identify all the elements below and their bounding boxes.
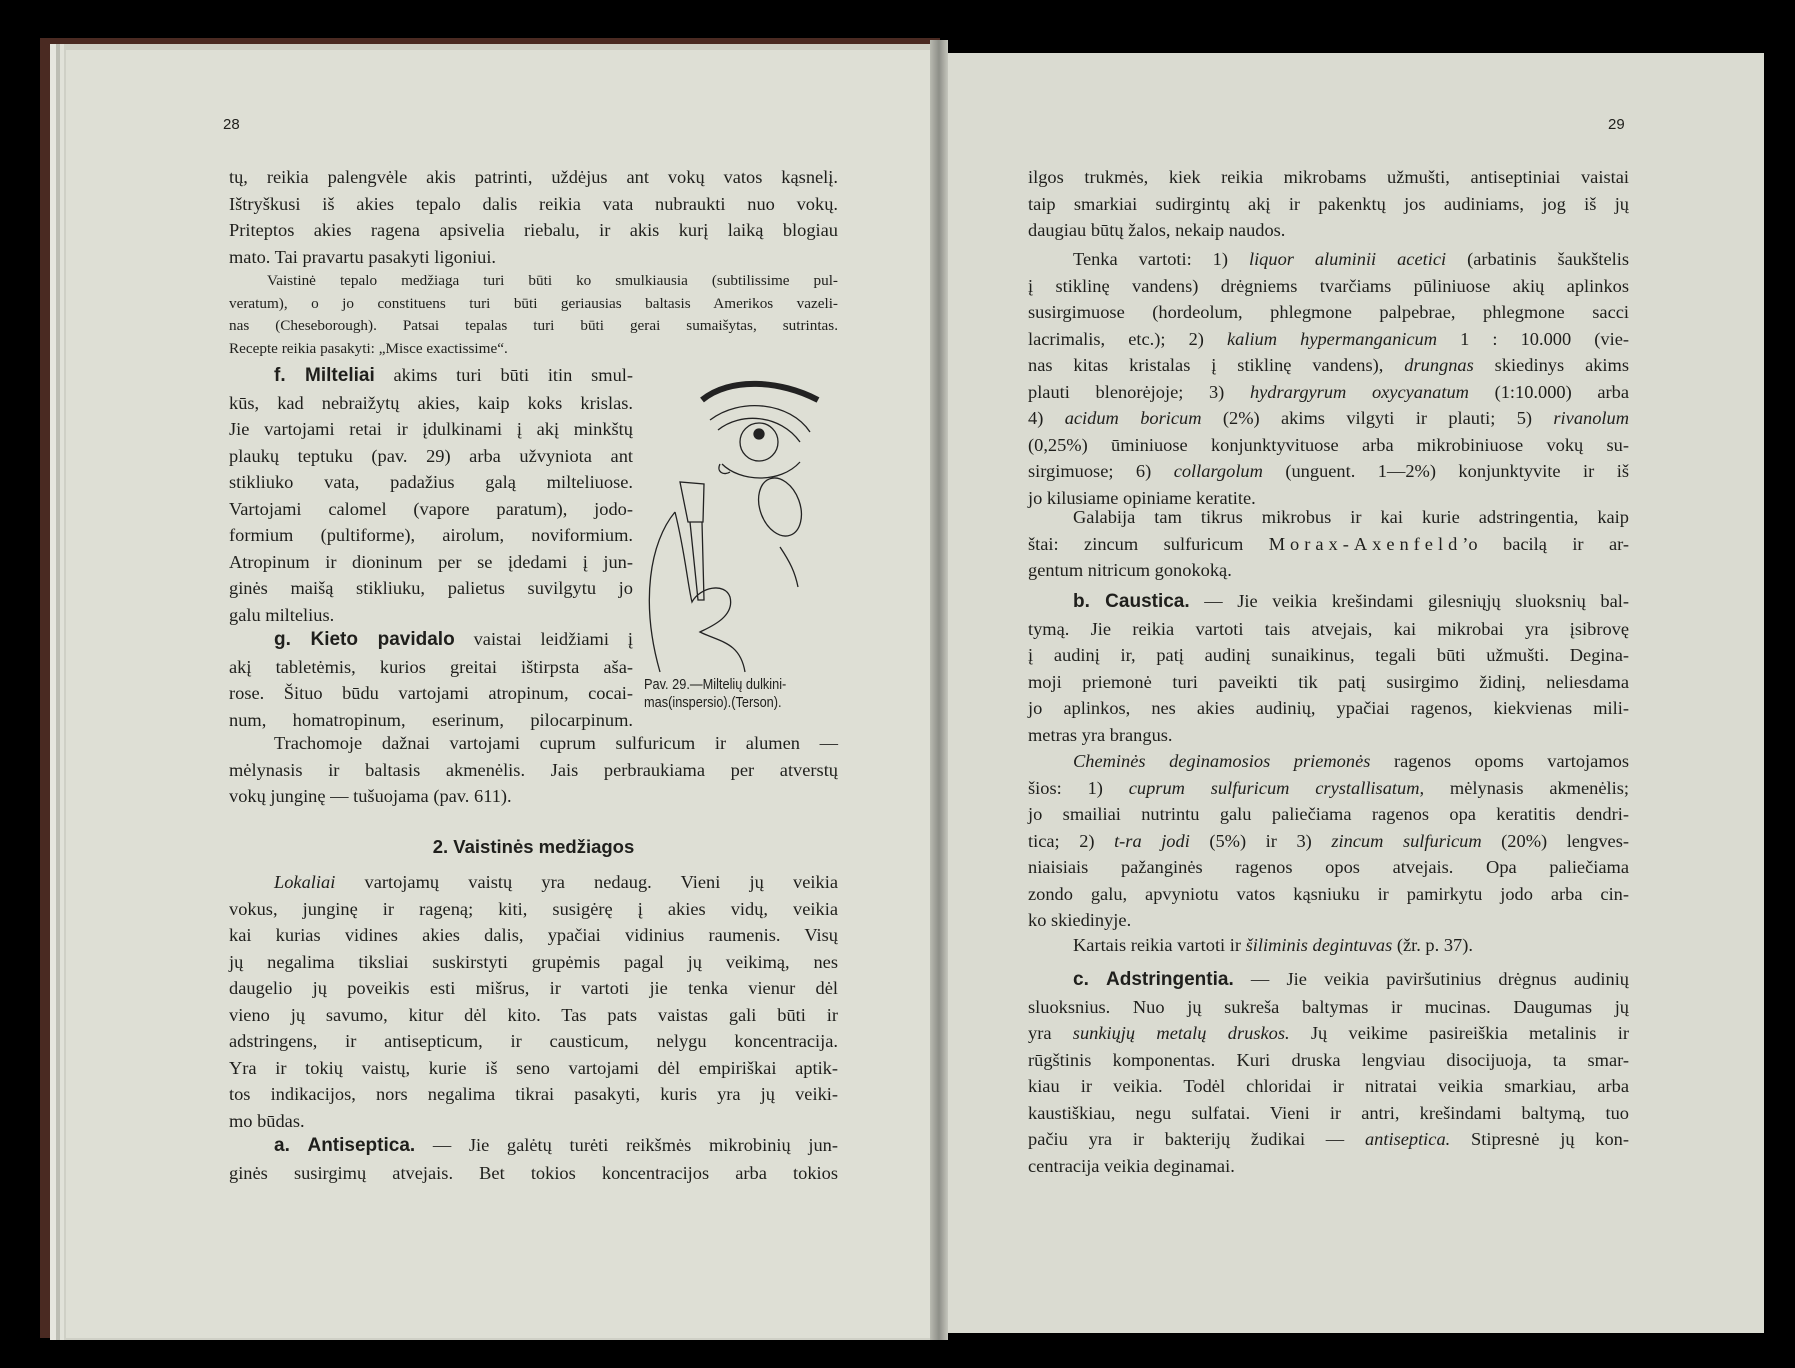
text-line: [229, 975, 838, 1002]
text-line: [229, 602, 633, 629]
text-line: [1028, 379, 1629, 406]
text-line: [1028, 1047, 1629, 1074]
text-line: [229, 922, 838, 949]
text-segment: gentum nitricum gonokoką.: [1028, 560, 1232, 580]
text-segment: jo kilusiame opiniame keratite.: [1028, 487, 1256, 508]
text-line: [229, 362, 633, 390]
bold-run-in-heading: c. Adstringentia.: [1073, 969, 1234, 990]
paragraph-lokaliai: [229, 869, 838, 1134]
text-line: [1028, 164, 1629, 191]
text-segment: Jie vartojami retai ir įdulkinami į akį minkštų: [229, 419, 633, 439]
text-segment: (žr. p. 37).: [1392, 935, 1473, 955]
text-segment: akims turi būti itin smul-: [374, 365, 633, 385]
text-segment: stikliuko vata, padažius galą milteliuose.: [229, 472, 633, 492]
text-segment: štai: zincum sulfuricum: [1028, 533, 1269, 554]
paragraph-small-print: [229, 270, 838, 360]
text-segment: vokus, junginę ir rageną; kiti, susigėrę į akies vidų, veikia: [229, 898, 838, 919]
text-line: [1028, 722, 1629, 749]
text-segment: akį tabletėmis, kurios greitai ištirpsta aša-: [229, 656, 633, 677]
text-line: [1028, 966, 1629, 994]
text-segment: skiedinys akims: [1473, 355, 1629, 375]
text-segment: mato. Tai pravartu pasakyti ligoniui.: [229, 246, 497, 267]
text-segment: yra: [1028, 1023, 1073, 1043]
text-segment: niaisiais pažanginės ragenos opos atvejais. Opa paliečiama: [1028, 857, 1629, 877]
paragraph-tenka: [1028, 246, 1629, 511]
text-segment: ginės susirgimų atvejais. Bet tokios koncentracijos arba tokios: [229, 1162, 838, 1183]
text-line: [229, 1132, 838, 1160]
text-segment: rose. Šituo būdu vartojami atropinum, cocai-: [229, 683, 633, 703]
page-number-left: 28: [223, 116, 240, 133]
italic-text: t-ra jodi: [1114, 830, 1190, 851]
text-line: [229, 522, 633, 549]
text-line: [1028, 1153, 1629, 1180]
text-segment: vokų junginę — tušuojama (pav. 611).: [229, 786, 512, 806]
text-line: [229, 1160, 838, 1187]
text-segment: (20%) lengves-: [1481, 830, 1629, 851]
text-segment: mėlynasis ir baltasis akmenėlis. Jais perbraukiama per atverstų: [229, 759, 838, 780]
text-line: [1028, 775, 1629, 802]
bold-run-in-heading: b. Caustica.: [1073, 591, 1190, 612]
text-line: [229, 191, 838, 218]
page-number-right: 29: [1608, 116, 1625, 133]
text-segment: veratum), o jo constituens turi būti geriausias baltasis Amerikos vazeli-: [229, 294, 838, 312]
text-line: [229, 270, 838, 293]
text-segment: Ištryškusi iš akies tepalo dalis reikia vata nubraukti nuo vokų.: [229, 193, 838, 214]
eye-brush-illustration: [640, 372, 825, 677]
figure-caption: [644, 676, 820, 712]
text-segment: Jų veikime pasireiškia metalinis ir: [1289, 1023, 1629, 1043]
text-segment: num, homatropinum, eserinum, pilocarpinum.: [229, 709, 633, 730]
text-segment: Trachomoje dažnai vartojami cuprum sulfuricum ir alumen —: [274, 733, 838, 753]
text-segment: daugelio jų poveikis esti mišrus, ir vartoti jie tenka vienur dėl: [229, 978, 838, 998]
text-segment: 1 : 10.000 (vie-: [1437, 328, 1629, 349]
text-segment: (1:10.000) arba: [1468, 381, 1630, 402]
text-segment: ragenos opoms vartojamos: [1370, 751, 1629, 771]
italic-text: antiseptica.: [1364, 1129, 1451, 1149]
text-line: [1028, 748, 1629, 775]
text-line: [1028, 588, 1629, 616]
italic-text: liquor aluminii acetici: [1248, 249, 1447, 269]
text-line: [229, 654, 633, 681]
brush-bristles: [680, 482, 704, 522]
text-segment: ko skiedinyje.: [1028, 910, 1132, 930]
text-segment: centracija veikia deginamai.: [1028, 1155, 1235, 1176]
text-line: [1028, 669, 1629, 696]
text-line: [229, 730, 838, 757]
text-line: [229, 496, 633, 523]
italic-text: cuprum sulfuricum crystallisatum,: [1128, 777, 1425, 798]
text-line: [1028, 642, 1629, 669]
text-line: [229, 1081, 838, 1108]
text-line: [229, 244, 838, 271]
text-line: [229, 575, 633, 602]
text-line: [229, 783, 838, 810]
text-line: [1028, 881, 1629, 908]
text-segment: taip smarkiai sudirgintų akį ir pakenktų jos audiniams, jog iš jų: [1028, 193, 1629, 214]
text-segment: Galabija tam tikrus mikrobus ir kai kurie adstringentia, kaip: [1073, 507, 1629, 527]
text-line: [1028, 932, 1629, 959]
text-line: [1028, 907, 1629, 934]
text-segment: Atropinum ir dioninum per se įdedami į jun-: [229, 551, 633, 572]
everted-lid: [751, 472, 809, 542]
text-segment: tica; 2): [1028, 830, 1115, 851]
text-line: [229, 1055, 838, 1082]
italic-text: sunkiųjų metalų druskos.: [1072, 1023, 1290, 1043]
text-segment: šios: 1): [1028, 777, 1129, 798]
text-line: [1028, 432, 1629, 459]
bold-run-in-heading: f. Milteliai: [274, 365, 375, 386]
text-line: [229, 443, 633, 470]
text-segment: — Jie veikia paviršutinius drėgnus audinių: [1233, 969, 1630, 989]
paragraph-kartais: [1028, 932, 1629, 959]
text-segment: ilgos trukmės, kiek reikia mikrobams užmušti, antiseptiniai vaistai: [1028, 167, 1629, 187]
text-line: [1028, 1126, 1629, 1153]
text-line: [229, 1108, 838, 1135]
italic-text: kalium hypermanganicum: [1226, 328, 1438, 349]
text-line: [229, 338, 838, 361]
text-line: [1028, 217, 1629, 244]
text-line: [1028, 326, 1629, 353]
text-segment: Vartojami calomel (vapore paratum), jodo-: [229, 498, 633, 519]
text-line: [1028, 854, 1629, 881]
italic-text: drungnas: [1404, 355, 1474, 375]
text-line: [1028, 504, 1629, 531]
text-line: [1028, 1100, 1629, 1127]
text-segment: (5%) ir 3): [1189, 830, 1332, 851]
italic-text: rivanolum: [1553, 408, 1629, 428]
text-line: [1028, 352, 1629, 379]
italic-text: acidum boricum: [1064, 408, 1202, 428]
text-segment: 4): [1028, 408, 1065, 428]
text-segment: sirgimuose; 6): [1028, 461, 1174, 481]
text-line: [229, 949, 838, 976]
text-line: [229, 757, 838, 784]
eyebrow: [702, 384, 818, 400]
text-line: [1028, 801, 1629, 828]
text-segment: į stiklinę vandens) drėgniems tvarčiams pūliniuose akių aplinkos: [1028, 275, 1629, 296]
text-segment: kai kurias vidines akies dalis, ypačiai vidinius raumenis. Visų: [229, 925, 838, 945]
text-segment: (0,25%) ūminiuose konjunktyvituose arba mikrobiniuose vokų su-: [1028, 434, 1629, 455]
text-line: [229, 217, 838, 244]
hand-outline: [675, 512, 745, 672]
italic-text: šiliminis degintuvas: [1245, 935, 1393, 955]
text-segment: zondo galu, apvyniotu vatos kąsniuku ir pamirkytu jodo arba cin-: [1028, 883, 1629, 904]
text-segment: lacrimalis, etc.); 2): [1028, 328, 1227, 349]
text-line: [229, 680, 633, 707]
text-segment: sluoksnius. Nuo jų sukreša baltymas ir mucinas. Daugumas jų: [1028, 996, 1629, 1017]
text-line: [229, 416, 633, 443]
text-line: [1028, 299, 1629, 326]
text-segment: nas kitas kristalas į stiklinę vandens),: [1028, 355, 1405, 375]
paragraph-kieto: [229, 626, 633, 733]
text-segment: Recepte reikia pasakyti: „Misce exactissime“.: [229, 339, 508, 357]
paragraph-antiseptica: [229, 1132, 838, 1186]
text-segment: susirgimuose (hordeolum, phlegmone palpebrae, phlegmone sacci: [1028, 302, 1629, 322]
paragraph-caustica: [1028, 588, 1629, 748]
text-segment: plauti blenorėjoje; 3): [1028, 381, 1250, 402]
cheek-line: [780, 547, 798, 587]
text-segment: jo aplinkos, nes akies audinių, ypačiai ragenos, kiekvienas mili-: [1028, 698, 1629, 718]
text-segment: pačiu yra ir bakterijų žudikai —: [1028, 1129, 1365, 1149]
text-segment: Priteptos akies ragena apsivelia riebalu, ir akis kurį laiką blogiau: [229, 220, 838, 240]
text-segment: vieno jų savumo, kitur dėl kito. Tas pats vaistas gali būti ir: [229, 1004, 838, 1025]
italic-text: collargolum: [1173, 461, 1263, 481]
text-line: [229, 293, 838, 316]
text-segment: tymą. Jie reikia vartoti tais atvejais, kai mikrobai yra įsibrovę: [1028, 618, 1629, 639]
text-segment: Vaistinė tepalo medžiaga turi būti ko smulkiausia (subtilissime pul-: [267, 272, 838, 289]
book-spine: [930, 40, 948, 1340]
text-segment: mo būdas.: [229, 1110, 305, 1131]
pupil: [754, 429, 764, 439]
text-line: [1028, 1020, 1629, 1047]
lower-lid: [722, 462, 800, 478]
italic-text: hydrargyrum oxycyanatum: [1249, 381, 1469, 402]
text-segment: tų, reikia palengvėle akis patrinti, uždėjus ant vokų vatos kąsnelį.: [229, 167, 838, 187]
paragraph-continuation-left: [229, 164, 838, 270]
text-line: [229, 469, 633, 496]
text-line: [229, 549, 633, 576]
italic-text: Cheminės deginamosios priemonės: [1073, 751, 1371, 771]
text-line: [1028, 458, 1629, 485]
text-line: [1028, 557, 1629, 584]
text-segment: (2%) akims vilgyti ir plauti; 5): [1201, 408, 1554, 428]
bold-run-in-heading: a. Antiseptica.: [274, 1135, 416, 1156]
paragraph-trachoma: [229, 730, 838, 810]
text-line: [229, 1028, 838, 1055]
text-line: [229, 164, 838, 191]
text-segment: jų negalima tiksliai suskirstyti grupėmis pagal jų veikimą, nes: [229, 951, 838, 972]
text-segment: Yra ir tokių vaistų, kurie iš seno vartojami dėl empiriškai aptik-: [229, 1057, 838, 1078]
text-line: [1028, 273, 1629, 300]
text-line: [1028, 616, 1629, 643]
text-segment: Tenka vartoti: 1): [1073, 249, 1249, 269]
text-segment: mėlynasis akmenėlis;: [1424, 777, 1629, 798]
finger-outline: [649, 512, 675, 672]
text-segment: vaistai leidžiami į: [454, 629, 633, 649]
brush-handle: [690, 522, 704, 600]
text-segment: vartojamų vaistų yra nedaug. Vieni jų veikia: [335, 872, 838, 892]
text-segment: daugiau būtų žalos, nekaip naudos.: [1028, 220, 1286, 240]
paragraph-adstringentia: [1028, 966, 1629, 1179]
text-line: [1028, 191, 1629, 218]
text-line: [1028, 531, 1629, 558]
text-segment: galu miltelius.: [229, 604, 335, 625]
text-segment: (unguent. 1—2%) konjunktyvite ir iš: [1262, 461, 1629, 481]
text-segment: jo smailiai nutrintu galu paliečiama ragenos opa keratitis dendri-: [1028, 804, 1629, 824]
text-line: [1028, 246, 1629, 273]
text-segment: moji priemonė turi paveikti tik patį susirgimo židinį, neliesdama: [1028, 671, 1629, 692]
text-line: [229, 869, 838, 896]
text-segment: kiau ir veikia. Todėl chloridai ir nitratai veikia smarkiau, arba: [1028, 1076, 1629, 1096]
italic-text: Lokaliai: [274, 872, 336, 892]
italic-text: zincum sulfuricum: [1331, 830, 1482, 851]
text-segment: į audinį ir, patį audinį sunaikinus, tegali būti užmušti. Degina-: [1028, 645, 1629, 665]
figure-caption-line: mas(inspersio).(Terson).: [644, 695, 782, 711]
paragraph-galabija: [1028, 504, 1629, 584]
text-segment: ginės maišą stikliuku, palietus suvilgytu jo: [229, 578, 633, 598]
text-line: [229, 896, 838, 923]
text-line: [1028, 695, 1629, 722]
figure-caption-line: Pav. 29.—Miltelių dulkini-: [644, 677, 787, 693]
text-segment: rūgštinis komponentas. Kuri druska lengviau disocijuoja, ta smar-: [1028, 1049, 1629, 1070]
text-line: [229, 626, 633, 654]
section-heading: 2. Vaistinės medžiagos: [432, 836, 635, 857]
text-segment: kūs, kad nebraižytų akies, kaip koks krislas.: [229, 392, 633, 413]
text-segment: — Jie veikia krešindami gilesniųjų sluoksnių bal-: [1189, 591, 1629, 611]
paragraph-continuation-right: [1028, 164, 1629, 244]
text-segment: adstringens, ir antisepticum, ir causticum, nelygu koncentracija.: [229, 1031, 838, 1051]
text-line: [1028, 828, 1629, 855]
text-line: [1028, 994, 1629, 1021]
text-segment: formium (pultiforme), airolum, noviformium.: [229, 525, 633, 545]
text-line: [1028, 405, 1629, 432]
text-segment: Kartais reikia vartoti ir: [1073, 935, 1246, 955]
paragraph-chemines: [1028, 748, 1629, 934]
text-segment: kaustiškiau, negu sulfatai. Vieni ir antri, krešindami baltymą, tuo: [1028, 1102, 1629, 1123]
paragraph-milteliai: [229, 362, 633, 628]
text-segment: metras yra brangus.: [1028, 724, 1173, 745]
bold-run-in-heading: g. Kieto pavidalo: [274, 629, 455, 650]
text-line: [1028, 1073, 1629, 1100]
text-segment: Stipresnė jų kon-: [1450, 1129, 1629, 1149]
text-segment: plaukų teptuku (pav. 29) arba užvyniota ant: [229, 445, 633, 466]
text-segment: — Jie galėtų turėti reikšmės mikrobinių jun-: [415, 1135, 838, 1155]
text-line: [229, 390, 633, 417]
spaced-text: Morax-Axenfeld: [1268, 533, 1463, 554]
text-segment: nas (Cheseborough). Patsai tepalas turi būti gerai sumaišytas, sutrintas.: [229, 317, 838, 334]
text-segment: ’o bacilą ir ar-: [1462, 533, 1630, 554]
text-line: [229, 1002, 838, 1029]
text-segment: tos indikacijos, nors negalima tikrai pasakyti, kuris yra jų veiki-: [229, 1084, 838, 1104]
text-segment: (arbatinis šaukštelis: [1446, 249, 1629, 269]
text-line: [229, 315, 838, 338]
